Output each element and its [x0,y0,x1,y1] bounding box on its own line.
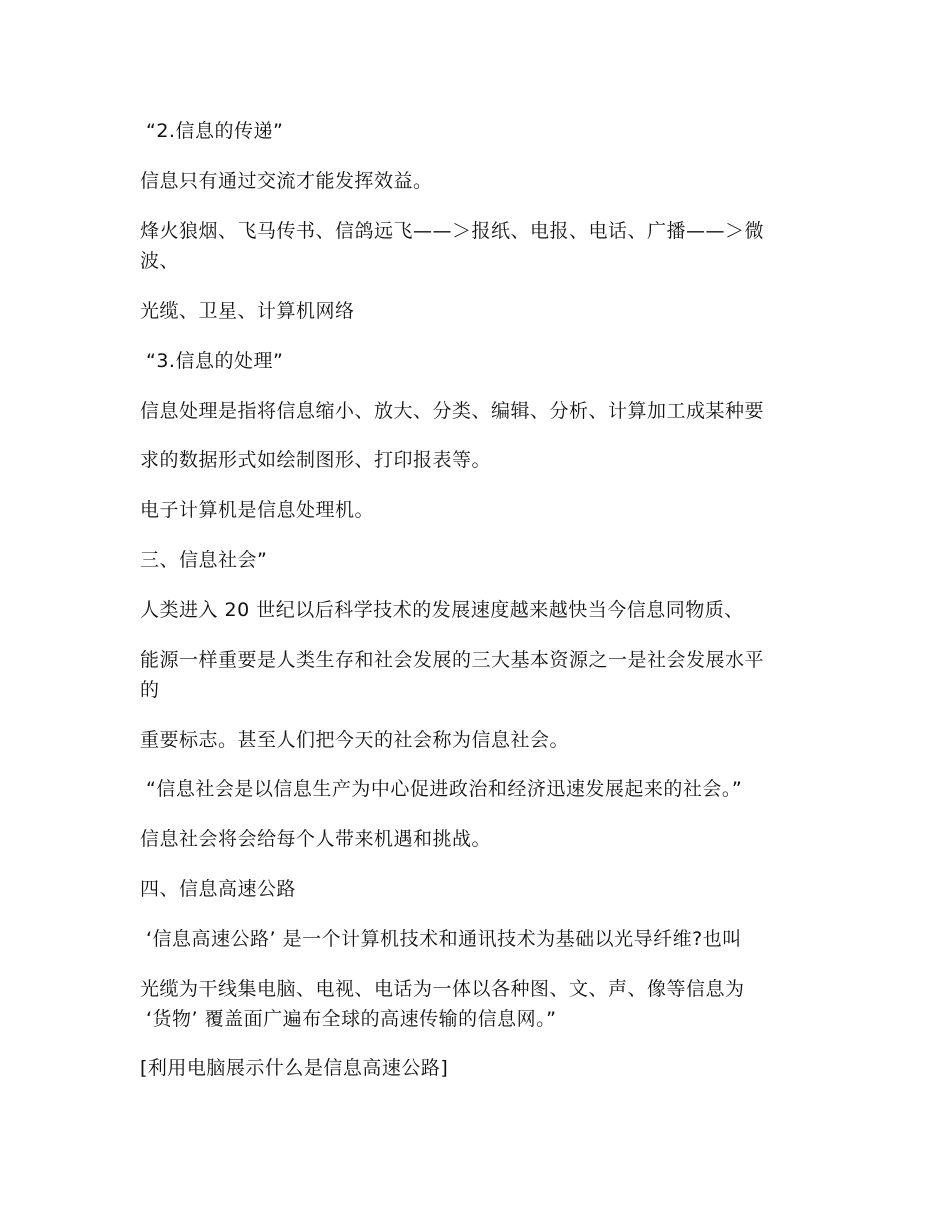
text-line: 信息处理是指将信息缩小、放大、分类、编辑、分析、计算加工成某种要 [140,400,765,422]
text-line: 烽火狼烟、飞马传书、信鸽远飞——＞报纸、电报、电话、广播——＞微 [140,220,765,242]
text-line: 求的数据形式如绘制图形、打印报表等。 [140,449,492,471]
text-line: 能源一样重要是人类生存和社会发展的三大基本资源之一是社会发展水平 [140,649,765,671]
section-heading-information-processing: “3.信息的处理” [146,350,284,372]
text-line: 光缆为干线集电脑、电视、电话为一体以各种图、文、声、像等信息为 [140,978,745,1000]
text-line: 波、 [140,250,180,272]
text-line: 信息社会将会给每个人带来机遇和挑战。 [140,828,492,850]
quote-line: “信息社会是以信息生产为中心促进政治和经济迅速发展起来的社会。” [146,778,743,800]
text-line: 重要标志。甚至人们把今天的社会称为信息社会。 [140,729,570,751]
section-heading-information-transfer: “2.信息的传递” [146,120,284,142]
text-line: 电子计算机是信息处理机。 [140,499,375,521]
text-line: 的 [140,679,160,701]
bracket-note: [利用电脑展示什么是信息高速公路] [140,1057,449,1079]
section-heading-information-highway: 四、信息高速公路 [140,878,297,900]
text-line: ‘货物’ 覆盖面广遍布全球的高速传输的信息网。” [146,1008,557,1030]
text-line: 信息只有通过交流才能发挥效益。 [140,170,433,192]
text-line: 人类进入 20 世纪以后科学技术的发展速度越来越快当今信息同物质、 [140,599,744,621]
text-line: 光缆、卫星、计算机网络 [140,300,355,322]
text-line: ‘信息高速公路’ 是一个计算机技术和通讯技术为基础以光导纤维?也叫 [146,928,742,950]
section-heading-information-society: 三、信息社会” [140,549,268,571]
